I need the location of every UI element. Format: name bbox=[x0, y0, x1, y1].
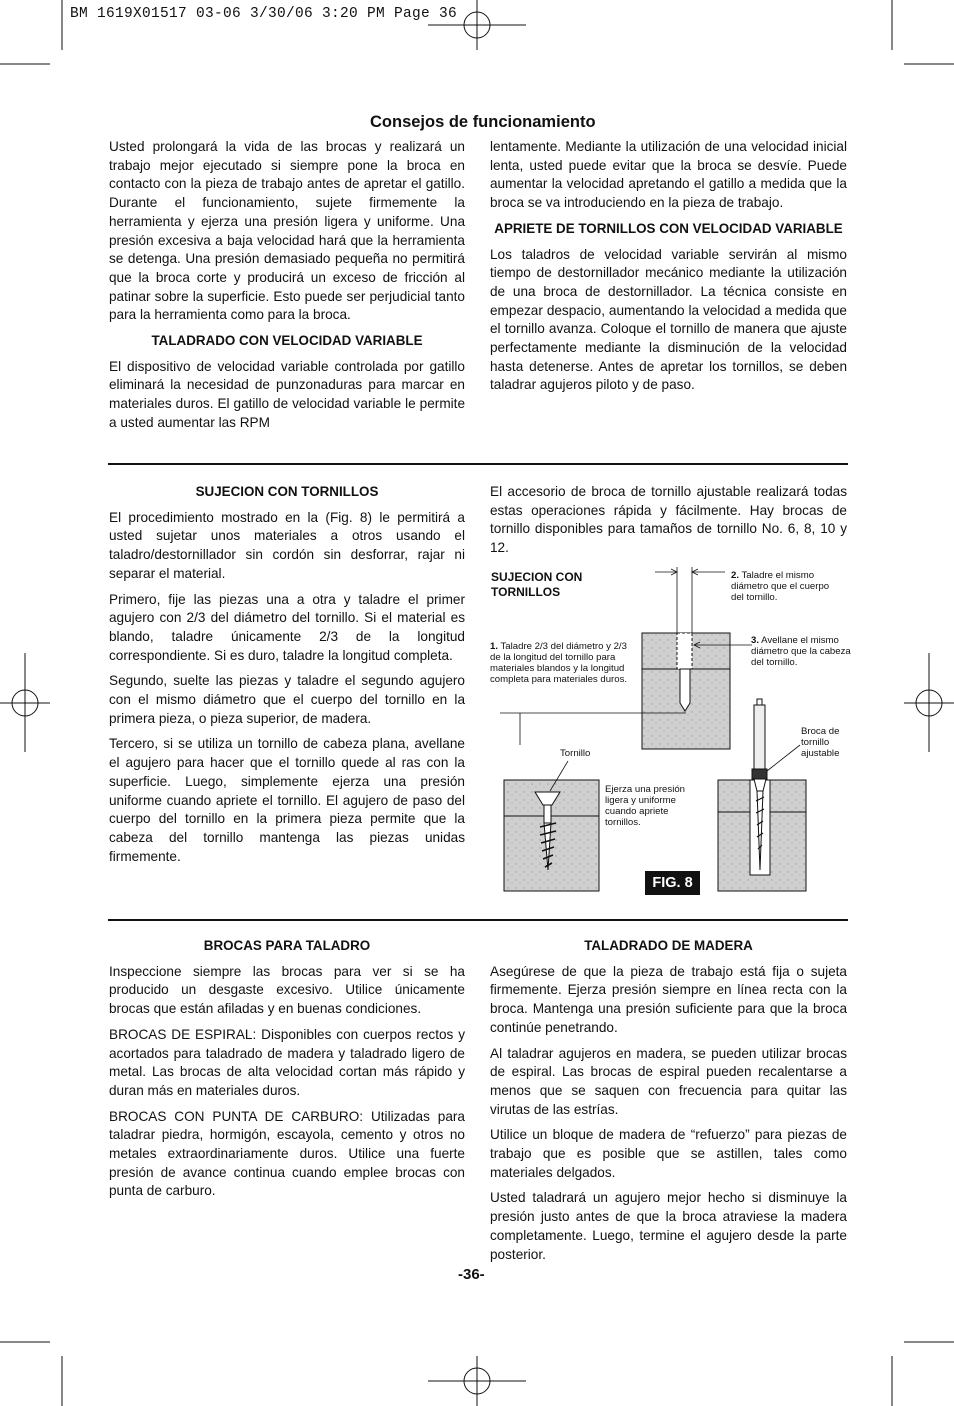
step-number: 1. bbox=[490, 641, 499, 652]
page-number: -36- bbox=[458, 1266, 485, 1283]
body-paragraph: El accesorio de broca de tornillo ajustable realizará todas estas operaciones rápida y fácilmente. Hay brocas de tornillo disponibles para tamaños de tornillo No. 6, 8, 10 y 12. bbox=[490, 484, 847, 556]
body-paragraph: Tercero, si se utiliza un tornillo de cabeza plana, avellane el agujero para hacer que el tornillo quede al ras con la superficie. Luego, simplemente ejerza una presión uniforme cuando apriete el tornillo. El agujero de paso del cuerpo del tornillo en la primera pieza permite que la cabeza del tornillo mantenga las piezas unidas firmemente. bbox=[109, 736, 465, 864]
body-paragraph: Asegúrese de que la pieza de trabajo está fija o sujeta firmemente. Ejerza presión siempre en línea recta con la broca. Mantenga una presión suficiente para que la broca continúe penetrando. bbox=[490, 963, 847, 1035]
section-divider bbox=[108, 463, 848, 465]
fig-8-illustration bbox=[490, 565, 850, 895]
wood-block-top bbox=[642, 633, 730, 749]
print-slug: BM 1619X01517 03-06 3/30/06 3:20 PM Page 36 bbox=[70, 6, 458, 22]
col-right-bottom bbox=[490, 937, 847, 1271]
body-paragraph: El dispositivo de velocidad variable controlada por gatillo eliminará la necesidad de punzonaduras para marcar en materiales duros. El gatillo de velocidad variable le permite a usted aumentar las RPM bbox=[109, 358, 465, 430]
section-heading: TALADRADO DE MADERA bbox=[584, 938, 753, 953]
label-tornillo: Tornillo bbox=[560, 748, 591, 759]
intro-paragraph: Usted prolongará la vida de las brocas y realizará un trabajo mejor ejecutado si siempre pone la broca en contacto con la pieza de trabajo antes de apretar el gatillo. Durante el funcionamiento, sujete firmemente la herramienta y ejerza una presión ligera y uniforme. Una presión excesiva a baja velocidad hará que la herramienta se detenga. Una presión demasiado pequeña no permitirá que la broca corte y producirá un exceso de fricción al patinar sobre la superficie. Esto puede ser perjudicial tanto para la herramienta como para la broca. bbox=[109, 139, 465, 323]
body-paragraph: Los taladros de velocidad variable servirán al mismo tiempo de destornillador mecánico mediante la utilización de una broca de destornillador. La técnica consiste en empezar despacio, aumentando la velocidad a medida que el tornillo avanza. Coloque el tornillo de manera que ajuste perfectamente mediante la disminución de la velocidad hasta detenerse. Antes de apretar los tornillos, se deben taladrar agujeros piloto y de paso. bbox=[490, 246, 847, 393]
figure-step-3 bbox=[751, 635, 853, 668]
figure-step-2 bbox=[731, 570, 841, 603]
body-paragraph: lentamente. Mediante la utilización de una velocidad inicial lenta, usted puede evitar que la broca se desvíe. Puede aumentar la velocidad apretando el gatillo a medida que la broca se va introduciendo en la pieza de trabajo. bbox=[490, 139, 847, 211]
step-text: Taladre 2/3 del diámetro y 2/3 de la longitud del tornillo para materiales blandos y la longitud completa para materiales duros. bbox=[490, 641, 628, 685]
body-paragraph: Primero, fije las piezas una a otra y taladre el primer agujero con 2/3 del diámetro del tornillo. Si el material es blando, taladre únicamente 2/3 de la longitud correspondiente. Si es duro, taladre la longitud completa. bbox=[109, 591, 465, 663]
body-paragraph: BROCAS DE ESPIRAL: Disponibles con cuerpos rectos y acortados para taladrado de madera y taladrado ligero de metal. Las brocas de alta velocidad cortan más rápido y duran más en materiales duros. bbox=[109, 1026, 465, 1098]
body-paragraph: Al taladrar agujeros en madera, se pueden utilizar brocas de espiral. Las brocas de espiral pueden recalentarse a menos que se saquen con frecuencia para quitar las virutas de las estrías. bbox=[490, 1045, 847, 1117]
col-left-bottom bbox=[109, 937, 465, 1208]
step-number: 3. bbox=[751, 635, 760, 646]
step-text: Taladre el mismo diámetro que el cuerpo del tornillo. bbox=[731, 570, 830, 603]
section-heading: APRIETE DE TORNILLOS CON VELOCIDAD VARIABLE bbox=[494, 220, 843, 236]
figure-heading-line: SUJECION CON bbox=[491, 570, 583, 584]
figure-heading bbox=[491, 570, 582, 600]
body-paragraph: Utilice un bloque de madera de “refuerzo” para piezas de trabajo que es posible que se astillen, tales como materiales delgados. bbox=[490, 1127, 847, 1180]
page-title: Consejos de funcionamiento bbox=[370, 113, 596, 131]
body-paragraph: Inspeccione siempre las brocas para ver si se ha producido un desgaste excesivo. Utilice únicamente brocas que están afiladas y en buenas condiciones. bbox=[109, 963, 465, 1017]
step-text: Avellane el mismo diámetro que la cabeza del tornillo. bbox=[751, 635, 851, 668]
section-heading: SUJECION CON TORNILLOS bbox=[195, 484, 379, 499]
body-paragraph: El procedimiento mostrado en la (Fig. 8) le permitirá a usted sujetar unos materiales a otros usando el taladro/destornillador sin cordón sin desforrar, rajar ni separar el material. bbox=[109, 509, 465, 581]
wood-block-bottom-left bbox=[504, 780, 599, 891]
section-heading: BROCAS PARA TALADRO bbox=[203, 938, 371, 953]
section-heading: TALADRADO CON VELOCIDAD VARIABLE bbox=[151, 333, 423, 349]
body-paragraph: BROCAS CON PUNTA DE CARBURO: Utilizadas para taladrar piedra, hormigón, escayola, cemento y otros no metales extraordinariamente duros. Utilice una fuerte presión de avance continua cuando emplee brocas con punta de carburo. bbox=[109, 1108, 465, 1199]
section-divider bbox=[108, 919, 848, 921]
col-right-mid bbox=[490, 483, 847, 565]
col-left-mid bbox=[109, 483, 465, 873]
label-broca: Broca de tornillo ajustable bbox=[801, 726, 840, 759]
body-paragraph: Usted taladrará un agujero mejor hecho si disminuye la presión justo antes de que la broca atraviese la madera completamente. Luego, termine el agujero desde la parte posterior. bbox=[490, 1190, 847, 1262]
figure-heading-line: TORNILLOS bbox=[491, 585, 561, 599]
label-presion: Ejerza una presión ligera y uniforme cuando apriete tornillos. bbox=[605, 784, 685, 828]
figure-step-1 bbox=[490, 641, 640, 685]
col-left-top bbox=[109, 138, 465, 440]
body-paragraph: Segundo, suelte las piezas y taladre el segundo agujero con el mismo diámetro que el cuerpo del tornillo en la primera pieza, o pieza superior, de madera. bbox=[109, 673, 465, 726]
figure-label: FIG. 8 bbox=[645, 871, 700, 895]
col-right-top bbox=[490, 138, 847, 402]
step-number: 2. bbox=[731, 570, 740, 581]
